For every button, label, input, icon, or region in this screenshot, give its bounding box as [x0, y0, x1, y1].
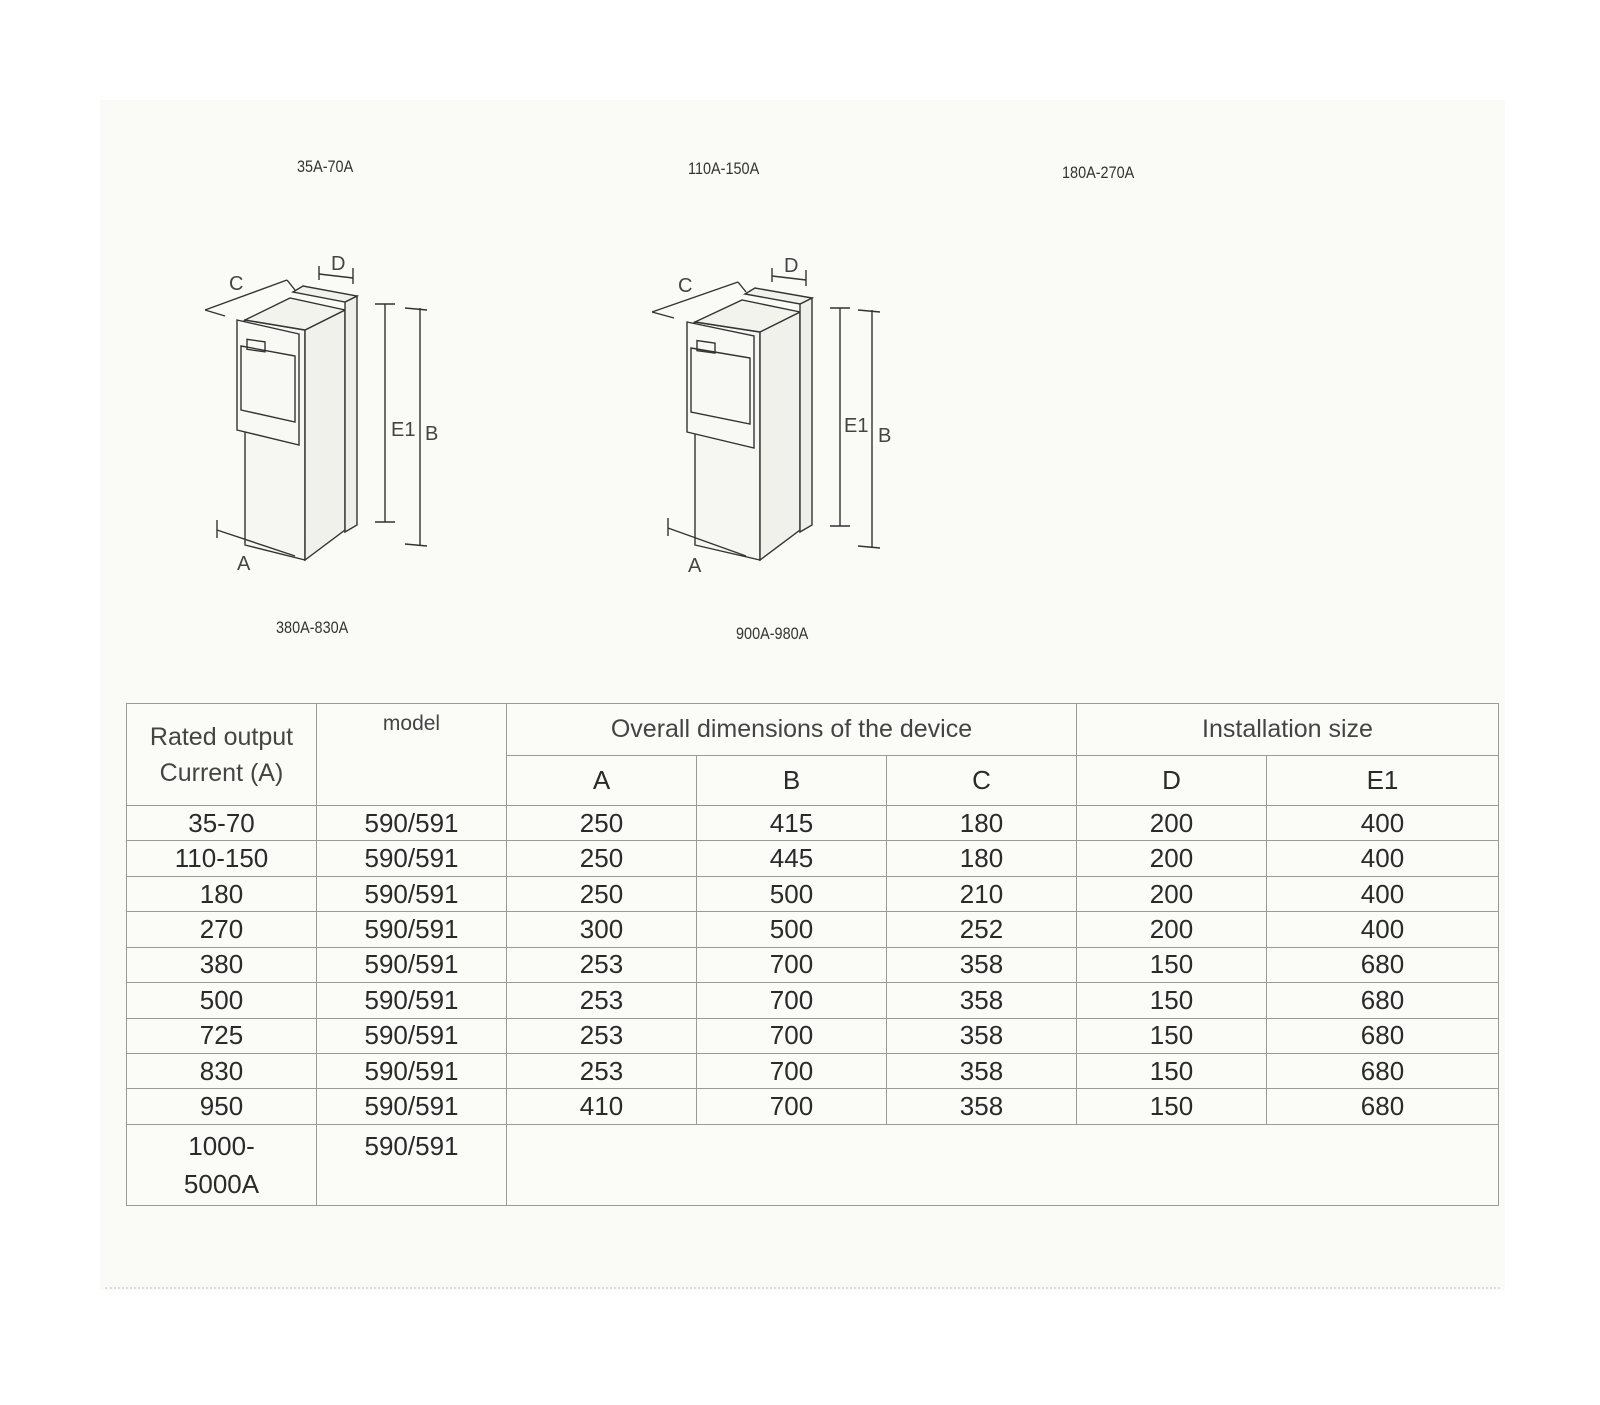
bottom-divider — [105, 1287, 1500, 1289]
table-row — [127, 1018, 1499, 1053]
cell-model: 590/591 — [317, 806, 507, 841]
cell-model: 590/591 — [317, 1124, 507, 1205]
cell-b: 500 — [697, 912, 887, 947]
cell-d: 200 — [1077, 912, 1267, 947]
cell-current: 950 — [127, 1089, 317, 1124]
cell-model: 590/591 — [317, 1018, 507, 1053]
cell-c: 180 — [887, 841, 1077, 876]
cell-a: 250 — [507, 841, 697, 876]
dim-label-a: A — [237, 553, 251, 575]
cell-e1: 680 — [1267, 1089, 1499, 1124]
header-rated-line2: Current (A) — [159, 758, 284, 787]
cell-current: 830 — [127, 1053, 317, 1088]
cell-b: 445 — [697, 841, 887, 876]
cell-d: 150 — [1077, 1018, 1267, 1053]
dim-label-d: D — [784, 255, 799, 277]
enclosure-drawing — [650, 250, 910, 590]
table-row — [127, 983, 1499, 1018]
cell-e1: 680 — [1267, 947, 1499, 982]
table-row — [127, 876, 1499, 911]
cell-c: 358 — [887, 983, 1077, 1018]
header-col-a: A — [507, 756, 697, 806]
cell-c: 358 — [887, 947, 1077, 982]
cell-b: 700 — [697, 983, 887, 1018]
cell-d: 200 — [1077, 841, 1267, 876]
range-label-180-270: 180A-270A — [1062, 163, 1135, 182]
cell-model: 590/591 — [317, 841, 507, 876]
dim-label-e1: E1 — [844, 415, 869, 437]
cell-c: 358 — [887, 1018, 1077, 1053]
table-row — [127, 1053, 1499, 1088]
table-row — [127, 947, 1499, 982]
table-row — [127, 912, 1499, 947]
cell-e1: 400 — [1267, 841, 1499, 876]
cell-d: 200 — [1077, 876, 1267, 911]
header-col-d: D — [1077, 756, 1267, 806]
cell-c: 210 — [887, 876, 1077, 911]
cell-d: 150 — [1077, 1053, 1267, 1088]
cell-current-line2: 5000A — [183, 1168, 260, 1199]
cell-e1: 680 — [1267, 1018, 1499, 1053]
table-row — [127, 806, 1499, 841]
cell-e1: 400 — [1267, 876, 1499, 911]
cell-model: 590/591 — [317, 947, 507, 982]
cell-b: 415 — [697, 806, 887, 841]
dim-label-c: C — [678, 275, 693, 297]
cell-current: 35-70 — [127, 806, 317, 841]
cell-current: 725 — [127, 1018, 317, 1053]
header-col-c: C — [887, 756, 1077, 806]
cell-b: 700 — [697, 1053, 887, 1088]
cell-e1: 680 — [1267, 1053, 1499, 1088]
dim-label-b: B — [425, 423, 439, 445]
cell-model: 590/591 — [317, 1053, 507, 1088]
table-row — [127, 1089, 1499, 1124]
header-overall-dimensions: Overall dimensions of the device — [507, 704, 1077, 756]
enclosure-diagram-small — [195, 250, 455, 595]
cell-a: 250 — [507, 876, 697, 911]
cell-b: 700 — [697, 1089, 887, 1124]
table-row-last — [127, 1124, 1499, 1205]
range-label-900-980: 900A-980A — [736, 624, 809, 643]
table-header-row-1 — [127, 704, 1499, 756]
header-installation-size: Installation size — [1077, 704, 1499, 756]
cell-current-line1: 1000- — [188, 1130, 255, 1161]
cell-a: 250 — [507, 806, 697, 841]
header-model: model — [317, 704, 507, 806]
cell-d: 150 — [1077, 947, 1267, 982]
cell-empty-merged — [507, 1124, 1499, 1205]
cell-current: 380 — [127, 947, 317, 982]
cell-d: 200 — [1077, 806, 1267, 841]
header-col-b: B — [697, 756, 887, 806]
cell-c: 180 — [887, 806, 1077, 841]
range-label-35-70: 35A-70A — [297, 157, 354, 176]
dim-label-e1: E1 — [391, 419, 416, 441]
header-col-e1: E1 — [1267, 756, 1499, 806]
cell-model: 590/591 — [317, 876, 507, 911]
dim-label-d: D — [331, 253, 346, 275]
dim-label-b: B — [878, 425, 892, 447]
enclosure-diagram-medium — [650, 250, 910, 595]
cell-e1: 400 — [1267, 806, 1499, 841]
table-row — [127, 841, 1499, 876]
cell-c: 252 — [887, 912, 1077, 947]
cell-current — [127, 1124, 317, 1205]
cell-a: 253 — [507, 1053, 697, 1088]
cell-b: 700 — [697, 1018, 887, 1053]
dim-label-a: A — [688, 555, 702, 577]
cell-b: 500 — [697, 876, 887, 911]
cell-a: 253 — [507, 1018, 697, 1053]
dimension-table — [126, 703, 1499, 1206]
dim-label-c: C — [229, 273, 244, 295]
cell-d: 150 — [1077, 983, 1267, 1018]
cell-model: 590/591 — [317, 912, 507, 947]
cell-c: 358 — [887, 1089, 1077, 1124]
cell-current: 500 — [127, 983, 317, 1018]
cell-current: 180 — [127, 876, 317, 911]
cell-a: 253 — [507, 947, 697, 982]
header-rated-current — [127, 704, 317, 806]
cell-a: 410 — [507, 1089, 697, 1124]
cell-a: 253 — [507, 983, 697, 1018]
header-rated-line1: Rated output — [149, 722, 294, 751]
cell-model: 590/591 — [317, 1089, 507, 1124]
cell-d: 150 — [1077, 1089, 1267, 1124]
cell-model: 590/591 — [317, 983, 507, 1018]
cell-b: 700 — [697, 947, 887, 982]
range-label-380-830: 380A-830A — [276, 618, 349, 637]
cell-c: 358 — [887, 1053, 1077, 1088]
cell-current: 110-150 — [127, 841, 317, 876]
enclosure-drawing — [195, 250, 455, 590]
cell-a: 300 — [507, 912, 697, 947]
cell-e1: 680 — [1267, 983, 1499, 1018]
cell-e1: 400 — [1267, 912, 1499, 947]
cell-current: 270 — [127, 912, 317, 947]
range-label-110-150: 110A-150A — [688, 159, 760, 178]
